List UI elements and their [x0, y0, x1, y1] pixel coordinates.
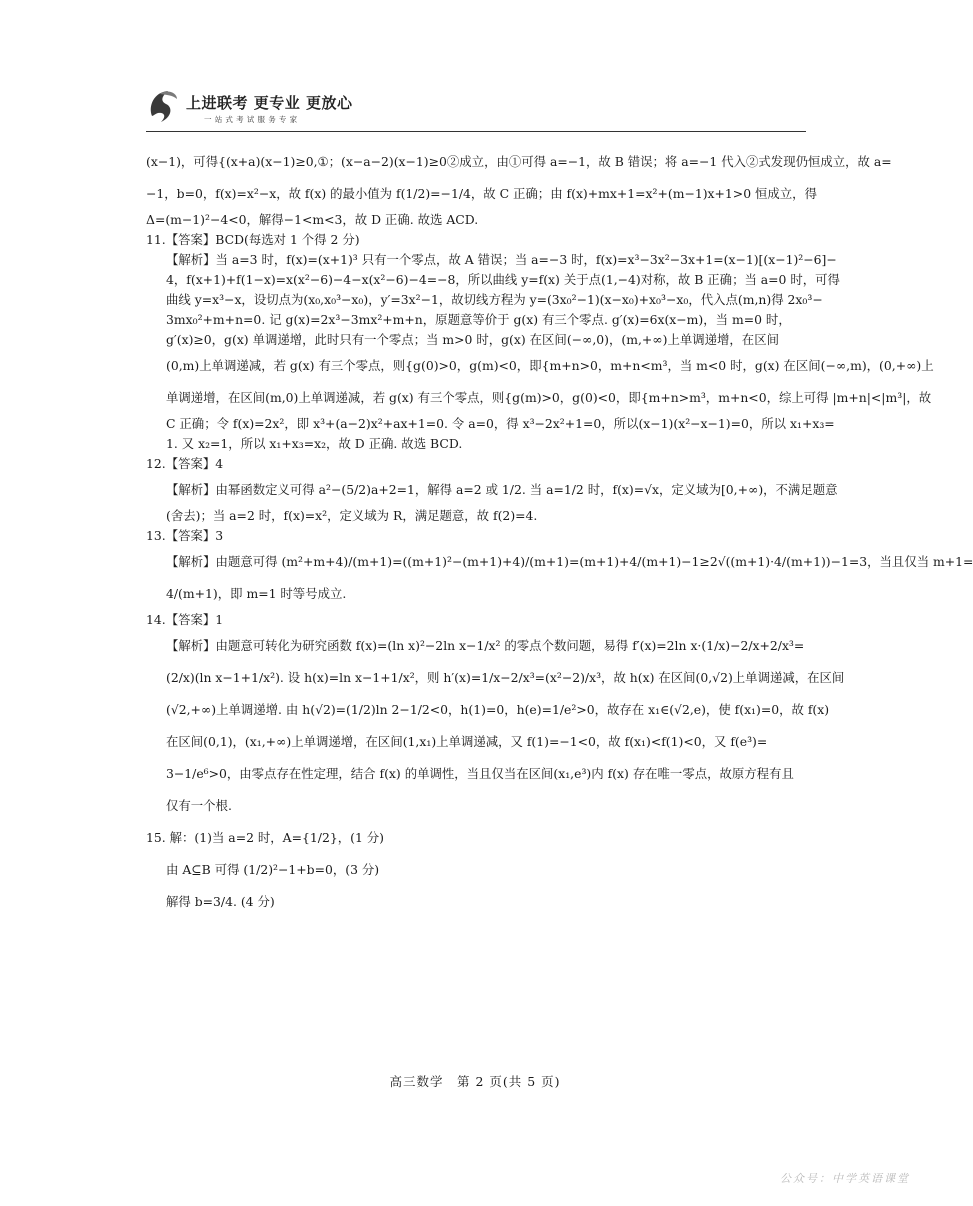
text-line: 解得 b=3/4. (4 分) [166, 894, 275, 909]
text-line: 【解析】由幂函数定义可得 a²−(5/2)a+2=1，解得 a=2 或 1/2. 当 a=1/2 时，f(x)=√x，定义域为[0,+∞)，不满足题意 [166, 482, 838, 497]
brand-slogan: 上进联考 更专业 更放心 [186, 94, 353, 112]
question-heading: 15. 解：(1)当 a=2 时，A={1/2}，(1 分) [146, 830, 384, 845]
question-heading: 14.【答案】1 [146, 612, 224, 627]
text-line: 3−1/e⁶>0，由零点存在性定理，结合 f(x) 的单调性，当且仅当在区间(x₁,e³)内 f(x) 存在唯一零点，故原方程有且 [166, 766, 794, 781]
brand-header [146, 86, 806, 130]
question-heading: 13.【答案】3 [146, 528, 224, 543]
text-line: (√2,+∞)上单调递增. 由 h(√2)=(1/2)ln 2−1/2<0，h(1)=0，h(e)=1/e²>0，故存在 x₁∈(√2,e)，使 f(x₁)=0，故 f(x) [166, 702, 830, 717]
text-line: 3mx₀²+m+n=0. 记 g(x)=2x³−3mx²+m+n，原题意等价于 g(x) 有三个零点. g′(x)=6x(x−m)，当 m=0 时， [166, 312, 791, 327]
text-line: 1. 又 x₂=1，所以 x₁+x₃=x₂，故 D 正确. 故选 BCD. [166, 436, 463, 451]
question-heading: 12.【答案】4 [146, 456, 224, 471]
text-line: 4，f(x+1)+f(1−x)=x(x²−6)−4−x(x²−6)−4=−8，所以曲线 y=f(x) 关于点(1,−4)对称，故 B 正确；当 a=0 时，可得 [166, 272, 840, 287]
brand-logo-icon [146, 86, 182, 126]
header-divider [146, 131, 806, 132]
text-line: 由 A⊆B 可得 (1/2)²−1+b=0，(3 分) [166, 862, 380, 877]
text-line: 【解析】当 a=3 时，f(x)=(x+1)³ 只有一个零点，故 A 错误；当 a=−3 时，f(x)=x³−3x²−3x+1=(x−1)[(x−1)²−6]− [166, 252, 837, 267]
text-line: −1，b=0，f(x)=x²−x，故 f(x) 的最小值为 f(1/2)=−1/4，故 C 正确；由 f(x)+mx+1=x²+(m−1)x+1>0 恒成立，得 [146, 186, 817, 201]
text-line: 【解析】由题意可转化为研究函数 f(x)=(ln x)²−2ln x−1/x² 的零点个数问题，易得 f′(x)=2ln x·(1/x)−2/x+2/x³= [166, 638, 805, 653]
text-line: g′(x)≥0，g(x) 单调递增，此时只有一个零点；当 m>0 时，g(x) 在区间(−∞,0)，(m,+∞)上单调递增，在区间 [166, 332, 779, 347]
text-line: (舍去)；当 a=2 时，f(x)=x²，定义域为 R，满足题意，故 f(2)=4. [166, 508, 538, 523]
page-footer: 高三数学 第 2 页(共 5 页) [389, 1074, 561, 1089]
brand-subtitle: 一站式考试服务专家 [204, 115, 301, 124]
text-line: 曲线 y=x³−x，设切点为(x₀,x₀³−x₀)，y′=3x²−1，故切线方程为 y=(3x₀²−1)(x−x₀)+x₀³−x₀，代入点(m,n)得 2x₀³− [166, 292, 823, 307]
text-line: 在区间(0,1)，(x₁,+∞)上单调递增，在区间(1,x₁)上单调递减，又 f(1)=−1<0，故 f(x₁)<f(1)<0，又 f(e³)= [166, 734, 768, 749]
text-line: 单调递增，在区间(m,0)上单调递减，若 g(x) 有三个零点，则{g(m)>0，g(0)<0，即{m+n>m³，m+n<0，综上可得 |m+n|<|m³|，故 [166, 390, 932, 405]
text-line: 4/(m+1)，即 m=1 时等号成立. [166, 586, 347, 601]
text-line: C 正确；令 f(x)=2x²，即 x³+(a−2)x²+ax+1=0. 令 a=0，得 x³−2x²+1=0，所以(x−1)(x²−x−1)=0，所以 x₁+x₃= [166, 416, 835, 431]
question-heading: 11.【答案】BCD(每选对 1 个得 2 分) [146, 232, 360, 247]
text-line: (2/x)(ln x−1+1/x²). 设 h(x)=ln x−1+1/x²，则 h′(x)=1/x−2/x³=(x²−2)/x³，故 h(x) 在区间(0,√2)上单调递减，在区间 [166, 670, 845, 685]
text-line: 仅有一个根. [166, 798, 232, 813]
text-line: (x−1)，可得{(x+a)(x−1)≥0,①；(x−a−2)(x−1)≥0②成立，由①可得 a=−1，故 B 错误；将 a=−1 代入②式发现仍恒成立，故 a= [146, 154, 892, 169]
text-line: Δ=(m−1)²−4<0，解得−1<m<3，故 D 正确. 故选 ACD. [146, 212, 479, 227]
text-line: 【解析】由题意可得 (m²+m+4)/(m+1)=((m+1)²−(m+1)+4)/(m+1)=(m+1)+4/(m+1)−1≥2√((m+1)·4/(m+1))−1=3，当且仅当 m+1= [166, 554, 973, 569]
text-line: (0,m)上单调递减，若 g(x) 有三个零点，则{g(0)>0，g(m)<0，即{m+n>0，m+n<m³，当 m<0 时，g(x) 在区间(−∞,m)，(0,+∞)上 [166, 358, 934, 373]
watermark: 公众号：中学英语课堂 [780, 1172, 910, 1185]
answer-content [146, 146, 973, 918]
